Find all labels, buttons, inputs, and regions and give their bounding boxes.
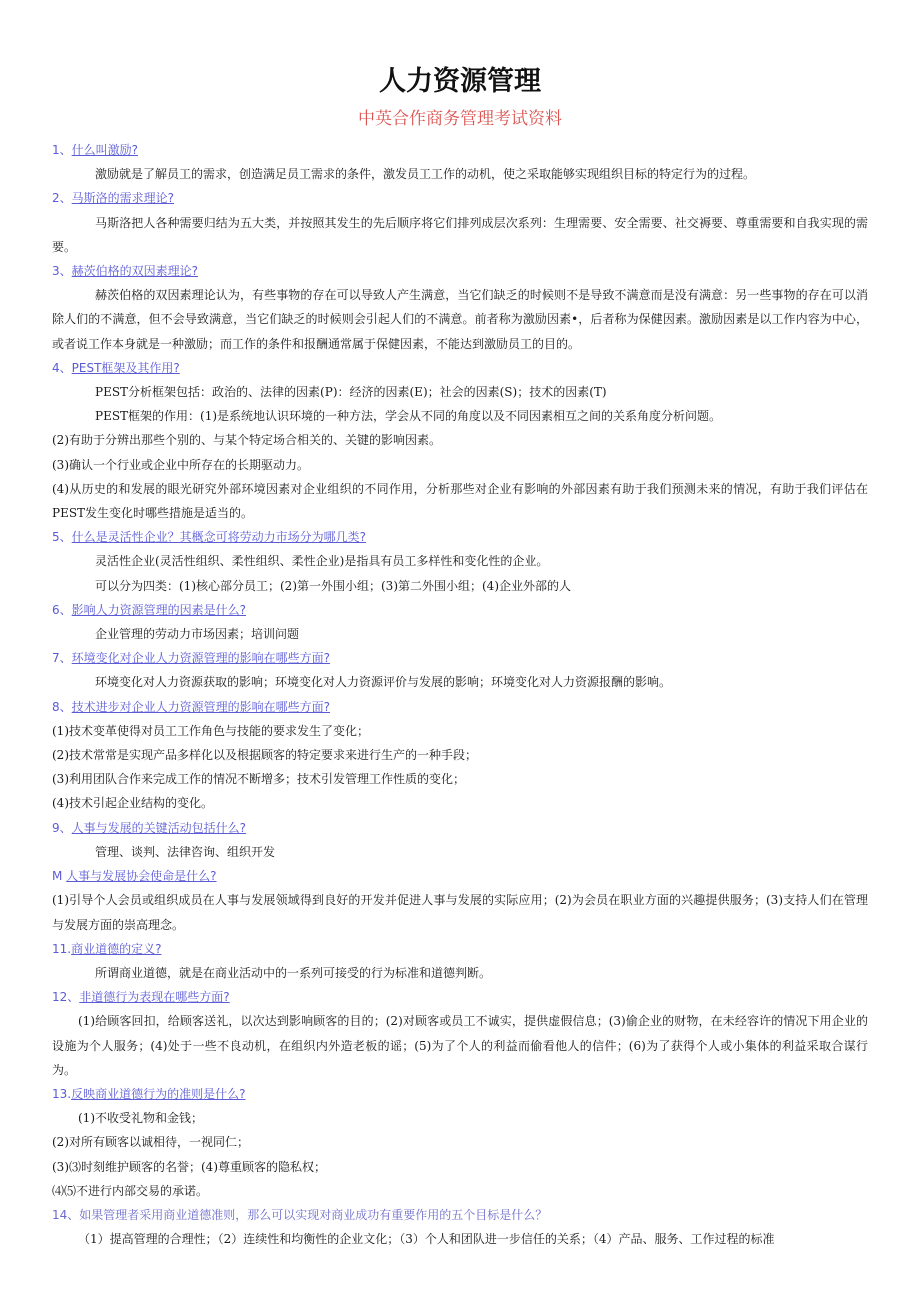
question-5: [52, 525, 868, 549]
answer-paragraph: （1）提高管理的合理性；（2）连续性和均衡性的企业文化；（3）个人和团队进一步信任的关系；（4）产品、服务、工作过程的标准: [78, 1232, 775, 1247]
question-10: [52, 864, 868, 888]
question-number: 1、: [52, 143, 72, 157]
question-link[interactable]: 非道德行为表现在哪些方面?: [79, 990, 230, 1005]
answer-paragraph: (1)引导个人会员或组织成员在人事与发展领域得到良好的开发并促进人事与发展的实际应用；(2)为会员在职业方面的兴趣提供服务；(3)支持人们在管理与发展方面的崇高理念。: [52, 893, 868, 932]
answer-paragraph: (1)技术变革使得对员工工作角色与技能的要求发生了变化；: [52, 723, 370, 738]
question-number: 6、: [52, 602, 72, 617]
answer-paragraph: 所谓商业道德，就是在商业活动中的一系列可接受的行为标准和道德判断。: [95, 965, 492, 980]
question-3: [52, 259, 868, 283]
question-9: [52, 816, 868, 840]
answer-paragraph: 激励就是了解员工的需求，创造满足员工需求的条件，激发员工工作的动机，使之采取能够实现组织目标的特定行为的过程。: [95, 167, 756, 182]
question-link[interactable]: 影响人力资源管理的因素是什么?: [71, 602, 247, 617]
question-number: 8、: [52, 699, 72, 714]
answer-paragraph: ⑷⑸不进行内部交易的承诺。: [52, 1183, 209, 1198]
question-link[interactable]: 赫茨伯格的双因素理论?: [71, 264, 199, 279]
answer-paragraph: (2)有助于分辨出那些个别的、与某个特定场合相关的、关键的影响因素。: [52, 433, 442, 448]
question-link[interactable]: 什么叫激励?: [71, 143, 139, 157]
question-link[interactable]: 人事与发展的关键活动包括什么?: [71, 820, 247, 835]
question-link[interactable]: 技术进步对企业人力资源管理的影响在哪些方面?: [71, 699, 331, 714]
answer-paragraph: PEST分析框架包括：政治的、法律的因素(P)：经济的因素(E)；社会的因素(S)；技术的因素(T): [95, 385, 607, 400]
answer-paragraph: 赫茨伯格的双因素理论认为，有些事物的存在可以导致人产生满意，当它们缺乏的时候则不是导致不满意而是没有满意：另一些事物的存在可以消除人们的不满意，但不会导致满意，当它们缺乏的时候则会引起人们的不满意。前者称为激励因素•，后者称为保健因素。激励因素是以工作内容为中心，或者说工作本身就是一种激励；而工作的条件和报酬通常属于保健因素，不能达到激励员工的目的。: [52, 288, 868, 351]
page-title: 人力资源管理: [379, 66, 541, 97]
question-text: 如果管理者采用商业道德准则，那么可以实现对商业成功有重要作用的五个目标是什么？: [79, 1207, 548, 1222]
question-number: 3、: [52, 264, 72, 279]
answer-paragraph: 环境变化对人力资源获取的影响；环境变化对人力资源评价与发展的影响；环境变化对人力资源报酬的影响。: [95, 675, 672, 690]
question-number: 7、: [52, 651, 72, 666]
question-1: [52, 138, 868, 162]
question-number: 9、: [52, 820, 72, 835]
answer-paragraph: (2)技术常常是实现产品多样化以及根据顾客的特定要求来进行生产的一种手段；: [52, 748, 478, 763]
question-number: 4、: [52, 360, 72, 375]
answer-paragraph: (1)给顾客回扣，给顾客送礼，以次达到影响顾客的目的；(2)对顾客或员工不诚实，提供虚假信息；(3)偷企业的财物，在未经容许的情况下用企业的设施为个人服务；(4)处于一些不良动机，在组织内外造老板的谣；(5)为了个人的利益而偷看他人的信件；(6)为了获得个人或小集体的利益采取合谋行为。: [52, 1014, 868, 1077]
question-link[interactable]: 环境变化对企业人力资源管理的影响在哪些方面?: [71, 651, 331, 666]
question-link[interactable]: 马斯洛的需求理论?: [71, 191, 175, 206]
question-link[interactable]: 反映商业道德行为的准则是什么?: [71, 1086, 246, 1101]
answer-paragraph: 管理、谈判、法律咨询、组织开发: [95, 844, 276, 859]
answer-paragraph: (3)确认一个行业或企业中所存在的长期驱动力。: [52, 457, 309, 472]
answer-paragraph: (4)从历史的和发展的眼光研究外部环境因素对企业组织的不同作用，分析那些对企业有影响的外部因素有助于我们预测未来的情况，有助于我们评估在PEST发生变化时哪些措施是适当的。: [52, 481, 868, 521]
answer-paragraph: (1)不收受礼物和金钱；: [78, 1111, 203, 1126]
question-4: [52, 356, 868, 380]
answer-paragraph: (3)⑶时刻维护顾客的名誉；(4)尊重顾客的隐私权；: [52, 1159, 326, 1174]
question-2: [52, 186, 868, 210]
answer-paragraph: (4)技术引起企业结构的变化。: [52, 796, 213, 811]
question-11: [52, 937, 868, 961]
question-link[interactable]: 商业道德的定义?: [71, 941, 162, 956]
question-link[interactable]: PEST框架及其作用?: [71, 360, 180, 375]
question-8: [52, 695, 868, 719]
answer-paragraph: PEST框架的作用：(1)是系统地认识环境的一种方法，学会从不同的角度以及不同因素相互之间的关系角度分析问题。: [95, 409, 722, 424]
document-page: [52, 62, 868, 1251]
question-number: 5、: [52, 530, 72, 545]
answer-paragraph: (3)利用团队合作来完成工作的情况不断增多；技术引发管理工作性质的变化；: [52, 772, 466, 787]
question-link[interactable]: 什么是灵活性企业？其概念可将劳动力市场分为哪几类?: [71, 530, 367, 545]
answer-paragraph: 可以分为四类：(1)核心部分员工；(2)第一外围小组；(3)第二外围小组；(4)企业外部的人: [95, 578, 571, 593]
question-number: 13.: [52, 1086, 72, 1101]
question-6: [52, 598, 868, 622]
question-13: [52, 1082, 868, 1106]
answer-paragraph: 企业管理的劳动力市场因素；培训问题: [95, 627, 300, 642]
question-number: 11.: [52, 941, 72, 956]
answer-paragraph: 灵活性企业(灵活性组织、柔性组织、柔性企业)是指具有员工多样性和变化性的企业。: [95, 554, 549, 569]
question-12: [52, 985, 868, 1009]
question-14: [52, 1203, 868, 1227]
question-7: [52, 646, 868, 670]
question-number: M: [52, 869, 67, 884]
answer-paragraph: (2)对所有顾客以诚相待，一视同仁；: [52, 1135, 249, 1150]
question-link[interactable]: 人事与发展协会使命是什么?: [66, 869, 217, 884]
page-subtitle: 中英合作商务管理考试资料: [358, 109, 562, 129]
question-number: 2、: [52, 191, 72, 206]
answer-paragraph: 马斯洛把人各种需要归结为五大类，并按照其发生的先后顺序将它们排列成层次系列：生理需要、安全需要、社交褥要、尊重需要和自我实现的需要。: [52, 215, 868, 254]
question-number: 14、: [52, 1207, 80, 1222]
question-number: 12、: [52, 990, 80, 1005]
